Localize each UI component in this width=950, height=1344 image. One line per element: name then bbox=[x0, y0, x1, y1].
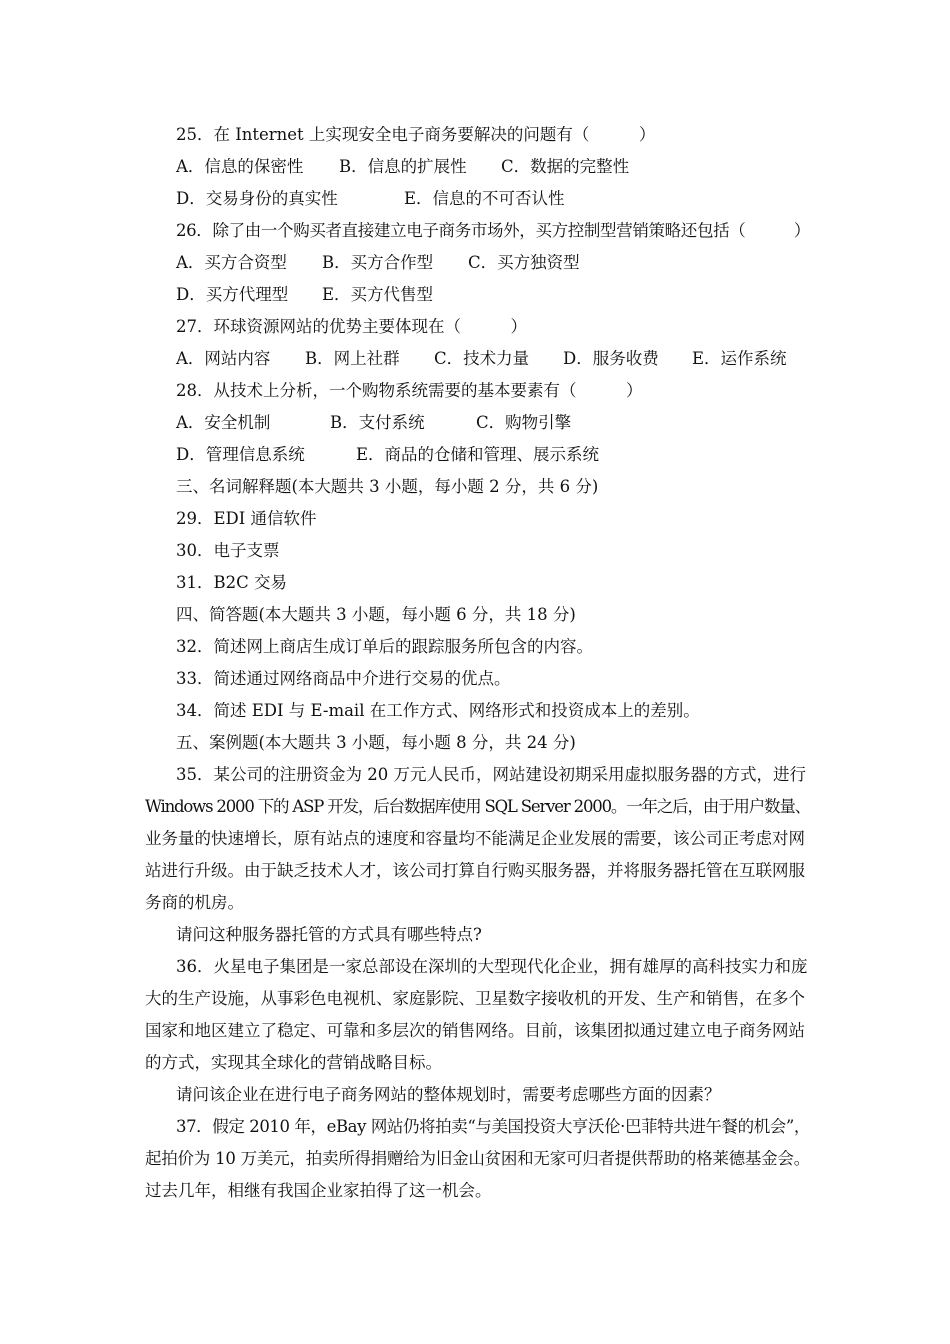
question-28-options-row-2 bbox=[176, 444, 599, 466]
question-25-options-row-1 bbox=[176, 156, 629, 178]
question-26-options-row-2 bbox=[176, 284, 433, 306]
option-a: A．网站内容 bbox=[176, 349, 271, 368]
question-29: 29．EDI 通信软件 bbox=[176, 509, 317, 528]
option-e: E．信息的不可否认性 bbox=[404, 189, 565, 208]
option-a: A．信息的保密性 bbox=[176, 157, 304, 176]
option-d: D．买方代理型 bbox=[176, 285, 289, 304]
question-26-options-row-1 bbox=[176, 252, 580, 274]
section-4-heading: 四、简答题(本大题共 3 小题，每小题 6 分，共 18 分) bbox=[176, 605, 576, 624]
question-32: 32．简述网上商店生成订单后的跟踪服务所包含的内容。 bbox=[176, 637, 593, 656]
question-36-prompt: 请问该企业在进行电子商务网站的整体规划时，需要考虑哪些方面的因素？ bbox=[176, 1085, 721, 1104]
option-c: C．技术力量 bbox=[434, 349, 530, 368]
section-3-heading: 三、名词解释题(本大题共 3 小题，每小题 2 分，共 6 分) bbox=[176, 477, 599, 496]
question-25-options-row-2 bbox=[176, 188, 565, 210]
option-c: C．买方独资型 bbox=[468, 253, 580, 272]
question-36-line-2: 大的生产设施，从事彩色电视机、家庭影院、卫星数字接收机的开发、生产和销售，在多个 bbox=[145, 989, 805, 1008]
question-36-line-4: 的方式，实现其全球化的营销战略目标。 bbox=[145, 1053, 442, 1072]
question-36-line-3: 国家和地区建立了稳定、可靠和多层次的销售网络。目前，该集团拟通过建立电子商务网站 bbox=[145, 1021, 805, 1040]
question-28-options-row-1 bbox=[176, 412, 571, 434]
section-5-heading: 五、案例题(本大题共 3 小题，每小题 8 分，共 24 分) bbox=[176, 733, 576, 752]
option-b: B．网上社群 bbox=[305, 349, 400, 368]
option-b: B．支付系统 bbox=[330, 413, 425, 432]
option-e: E．运作系统 bbox=[692, 349, 787, 368]
question-27-stem: 27．环球资源网站的优势主要体现在（ ） bbox=[176, 317, 527, 336]
option-a: A．安全机制 bbox=[176, 413, 271, 432]
option-c: C．数据的完整性 bbox=[501, 157, 630, 176]
question-35-prompt: 请问这种服务器托管的方式具有哪些特点? bbox=[176, 925, 482, 944]
question-37-line-2: 起拍价为 10 万美元，拍卖所得捐赠给为旧金山贫困和无家可归者提供帮助的格莱德基金会。 bbox=[145, 1149, 810, 1168]
option-b: B．买方合作型 bbox=[322, 253, 434, 272]
question-37-line-3: 过去几年，相继有我国企业家拍得了这一机会。 bbox=[145, 1181, 492, 1200]
question-26-stem: 26．除了由一个购买者直接建立电子商务市场外，买方控制型营销策略还包括（ ） bbox=[176, 221, 810, 240]
question-36-line-1: 36．火星电子集团是一家总部设在深圳的大型现代化企业，拥有雄厚的高科技实力和庞 bbox=[176, 957, 808, 976]
option-e: E．买方代售型 bbox=[322, 285, 434, 304]
option-b: B．信息的扩展性 bbox=[339, 157, 467, 176]
question-35-line-2: Windows 2000 下的 ASP 开发，后台数据库使用 SQL Server 2000。一年之后，由于用户数量、 bbox=[145, 797, 810, 816]
option-d: D．管理信息系统 bbox=[176, 445, 305, 464]
question-35-line-4: 站进行升级。由于缺乏技术人才，该公司打算自行购买服务器，并将服务器托管在互联网服 bbox=[145, 861, 805, 880]
question-35-line-1: 35．某公司的注册资金为 20 万元人民币，网站建设初期采用虚拟服务器的方式，进行 bbox=[176, 765, 806, 784]
question-34: 34．简述 EDI 与 E-mail 在工作方式、网络形式和投资成本上的差别。 bbox=[176, 701, 700, 720]
question-37-line-1: 37．假定 2010 年，eBay 网站仍将拍卖“与美国投资大亨沃伦·巴菲特共进午餐的机会”， bbox=[176, 1117, 810, 1136]
question-35-line-3: 业务量的快速增长，原有站点的速度和容量均不能满足企业发展的需要，该公司正考虑对网 bbox=[145, 829, 805, 848]
question-27-options-row bbox=[176, 348, 787, 370]
option-c: C．购物引擎 bbox=[476, 413, 572, 432]
option-d: D．服务收费 bbox=[563, 349, 659, 368]
question-28-stem: 28．从技术上分析，一个购物系统需要的基本要素有（ ） bbox=[176, 381, 643, 400]
question-35-line-5: 务商的机房。 bbox=[145, 893, 244, 912]
option-d: D．交易身份的真实性 bbox=[176, 189, 338, 208]
question-25-stem: 25．在 Internet 上实现安全电子商务要解决的问题有（ ） bbox=[176, 125, 656, 144]
question-33: 33．简述通过网络商品中介进行交易的优点。 bbox=[176, 669, 511, 688]
option-a: A．买方合资型 bbox=[176, 253, 287, 272]
option-e: E．商品的仓储和管理、展示系统 bbox=[356, 445, 600, 464]
question-31: 31．B2C 交易 bbox=[176, 573, 287, 592]
question-30: 30．电子支票 bbox=[176, 541, 280, 560]
